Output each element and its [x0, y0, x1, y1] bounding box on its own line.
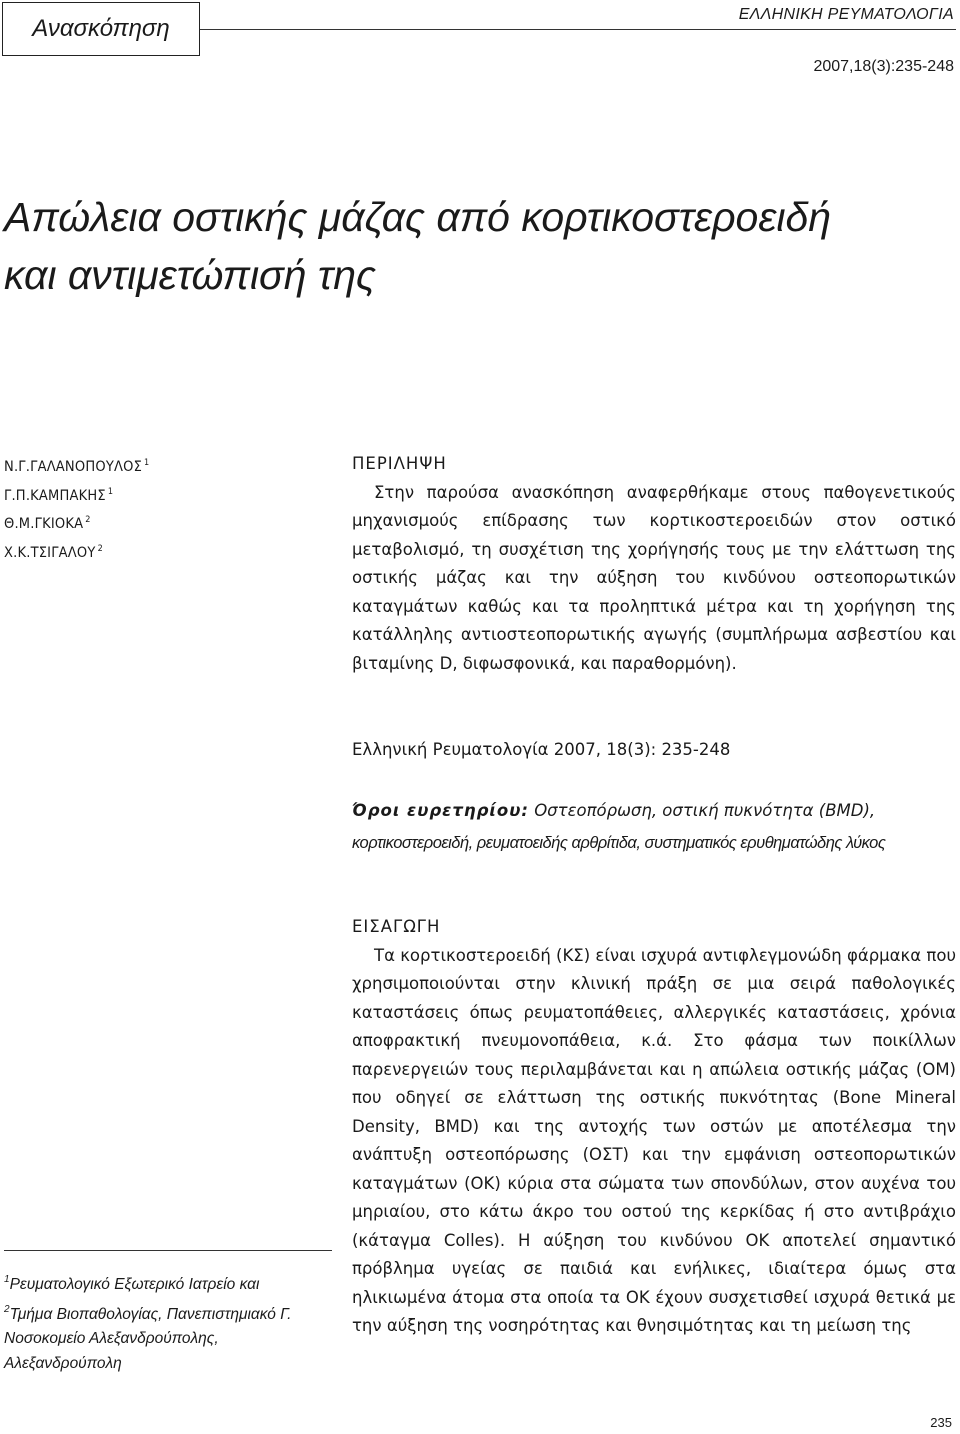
footnote-text: Ρευματολογικό Εξωτερικό Ιατρείο και	[9, 1276, 260, 1293]
footnote-mark: 1	[4, 1274, 10, 1285]
footnotes	[4, 1268, 334, 1376]
title-line-2: και αντιμετώπισή της	[4, 252, 376, 298]
author	[4, 451, 304, 480]
author	[4, 480, 304, 509]
section-label: Ανασκόπηση	[32, 15, 170, 42]
author-name: Ν.Γ.ΓΑΛΑΝΟΠΟΥΛΟΣ	[4, 459, 143, 475]
keywords-line-2: κορτικοστεροειδή, ρευματοειδής αρθρίτιδα, συστηματικός ερυθηματώδης λύκος	[352, 834, 886, 852]
introduction-heading: ΕΙΣΑΓΩΓΗ	[352, 917, 441, 936]
author-list	[4, 451, 304, 565]
introduction-section	[352, 913, 956, 1341]
author-affiliation: 1	[107, 486, 114, 497]
abstract-section	[352, 450, 956, 678]
footnote-2	[4, 1298, 334, 1377]
introduction-text: Τα κορτικοστεροειδή (ΚΣ) είναι ισχυρά αντιφλεγμονώδη φάρμακα που χρησιμοποιούνται στην κλινική πράξη σε μια σειρά παθολογικές καταστάσεις όπως ρευματοπάθειες, αλλεργικές καταστάσεις, χρόνια αποφρακτική πνευμονοπάθεια, κ.ά. Στο φάσμα των ποικίλλων παρενεργειών τους περιλαμβάνεται και η απώλεια οστικής μάζας (ΟΜ) που οδηγεί σε ελάττωση της οστικής πυκνότητας (Bone Mineral Density, BMD) και της αντοχής των οστών με αποτέλεσμα την ανάπτυξη οστεοπόρωσης (ΟΣΤ) και την εμφάνιση οστεοπορωτικών καταγμάτων (ΟΚ) κύρια στα σώματα των σπονδύλων, στον αυχένα του μηριαίου, στο κάτω άκρο του οστού της κερκίδας ή στο αντιβράχιο (κάταγμα Colles). Η αύξηση του κινδύνου ΟΚ αποτελεί σημαντικό πρόβλημα υγείας σε παιδιά και ενήλικες, ιδιαίτερα όμως στα ηλικιωμένα άτομα στα οποία τα ΟΚ έχουν συσχετισθεί ισχυρά θετικά με την αύξηση της νοσηρότητας και θνησιμότητας και τη μείωση της	[352, 945, 956, 1335]
author-name: Χ.Κ.ΤΣΙΓΑΛΟΥ	[4, 544, 96, 561]
keywords	[352, 795, 956, 859]
author-name: Θ.Μ.ΓΚΙΟΚΑ	[4, 516, 84, 532]
author-affiliation: 2	[85, 515, 91, 525]
author-affiliation: 2	[97, 543, 103, 554]
abstract-heading: ΠΕΡΙΛΗΨΗ	[352, 454, 447, 473]
author	[4, 508, 304, 537]
author-name: Γ.Π.ΚΑΜΠΑΚΗΣ	[4, 487, 106, 504]
keywords-line-1: Οστεοπόρωση, οστική πυκνότητα (BMD),	[534, 801, 876, 820]
footnote-rule	[4, 1250, 332, 1251]
footnote-mark: 2	[4, 1303, 10, 1315]
keywords-label: Όροι ευρετηρίου:	[352, 801, 529, 820]
footnote-text: Τμήμα Βιοπαθολογίας, Πανεπιστημιακό Γ. Νοσοκομείο Αλεξανδρούπολης, Αλεξανδρούπολη	[4, 1305, 292, 1372]
abstract-text: Στην παρούσα ανασκόπηση αναφερθήκαμε στους παθογενετικούς μηχανισμούς επίδρασης των κορτικοστεροειδών στον οστικό μεταβολισμό, τη συσχέτιση της χορήγησής τους με την ελάττωση της οστικής μάζας και την αύξηση του κινδύνου οστεοπορωτικών καταγμάτων καθώς και τα προληπτικά μέτρα και τη χορήγηση της κατάλληλης αντιοστεοπορωτικής αγωγής (συμπλήρωμα ασβεστίου και βιταμίνης D, διφωσφονικά, και παραθορμόνη).	[352, 482, 956, 673]
author	[4, 537, 304, 566]
journal-citation: Ελληνική Ρευματολογία 2007, 18(3): 235-248	[352, 740, 731, 759]
title-line-1: Απώλεια οστικής μάζας από κορτικοστεροειδή	[4, 194, 832, 240]
article-title	[4, 188, 904, 304]
footnote-1	[4, 1268, 334, 1298]
header-citation: 2007,18(3):235-248	[813, 58, 954, 75]
section-label-box	[2, 2, 200, 56]
page-number: 235	[930, 1415, 952, 1430]
journal-name: ΕΛΛΗΝΙΚΗ ΡΕΥΜΑΤΟΛΟΓΙΑ	[738, 6, 954, 23]
author-affiliation: 1	[144, 458, 150, 468]
header-rule	[200, 29, 956, 30]
